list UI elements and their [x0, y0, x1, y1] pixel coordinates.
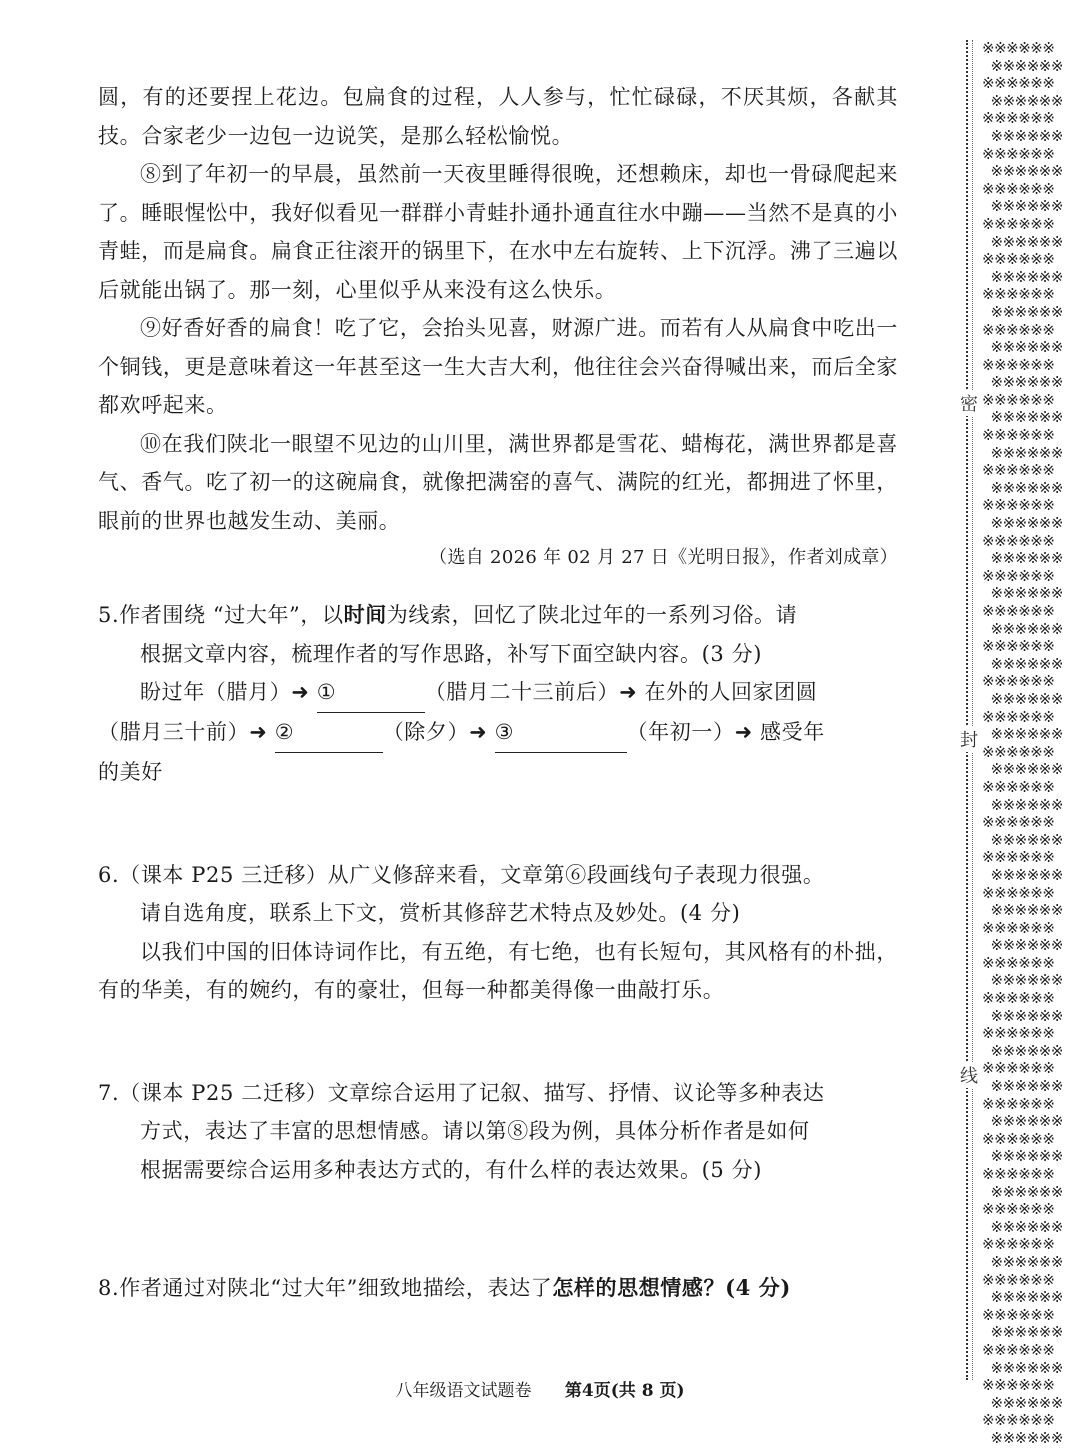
q7-line-3: 根据需要综合运用多种表达方式的，有什么样的表达效果。(5 分): [140, 1157, 763, 1182]
question-5: [98, 596, 898, 792]
question-7: [98, 1074, 898, 1190]
q7-line-1: 7.（课本 P25 二迁移）文章综合运用了记叙、描写、抒情、议论等多种表达: [98, 1080, 825, 1105]
q8-text-bold: 怎样的思想情感？(4 分): [552, 1275, 791, 1300]
binding-margin: [958, 39, 1080, 1447]
q5-flow-line-3: 的美好: [98, 759, 163, 784]
page-footer: [0, 1376, 1080, 1401]
question-6: [98, 856, 898, 1010]
seal-char-xian: 线: [958, 1062, 980, 1088]
binding-dotted-line: [966, 40, 968, 1380]
q5-flow-start: 盼过年（腊月）➜: [140, 680, 310, 704]
q5-flow-line-1: [98, 673, 898, 713]
q5-flow-2a: （腊月三十前）➜: [98, 719, 268, 744]
q5-blank-1[interactable]: ①: [317, 673, 425, 713]
q8-text: 8.作者通过对陕北“过大年”细致地描绘，表达了: [98, 1276, 553, 1300]
main-text-area: [98, 78, 898, 1308]
q5-flow-line-2: [98, 713, 898, 753]
q5-text-b: 为线索，回忆了陕北过年的一系列习俗。请: [386, 603, 798, 627]
binding-dotted-line-inner: [972, 40, 973, 1380]
q5-blank-3[interactable]: ③: [495, 713, 627, 753]
passage-paragraph-9: ⑨好香好香的扁食！吃了它，会抬头见喜，财源广进。而若有人从扁食中吃出一个铜钱，更是意味着这一年甚至这一生大吉大利，他往往会兴奋得喊出来，而后全家都欢呼起来。: [98, 316, 898, 417]
seal-char-feng: 封: [958, 726, 980, 752]
question-8: [98, 1269, 898, 1308]
seal-char-mi: 密: [958, 390, 980, 416]
passage-paragraph-7-tail: 圆，有的还要捏上花边。包扁食的过程，人人参与，忙忙碌碌，不厌其烦，各献其技。合家老少一边包一边说笑，是那么轻松愉悦。: [98, 85, 898, 148]
cross-hatch-pattern: ※※※※※※ ※※※※※※ ※※※※※※ ※※※※※※ ※※※※※※ ※※※※※※ ※※※※※※ ※※※※※※ ※※※※※※ ※※※※※※ ※※※※※※ ※※※※※※ ※※※※※※ ※※※※※※ ※※※※※※ ※※※※※※ ※※※※※※ ※※※※※※ ※※※※※※ ※※※※※※ ※※※※※※ ※※※※※※ ※※※※※※ ※※※※※※ ※※※※※※ ※※※※※※ ※※※※※※ ※※※※※※ ※※※※※※ ※※※※※※ ※※※※※※ ※※※※※※ ※※※※※※ ※※※※※※ ※※※※※※ ※※※※※※ ※※※※※※ ※※※※※※ ※※※※※※ ※※※※※※ ※※※※※※ ※※※※※※ ※※※※※※ ※※※※※※ ※※※※※※ ※※※※※※ ※※※※※※ ※※※※※※ ※※※※※※ ※※※※※※ ※※※※※※ ※※※※※※ ※※※※※※ ※※※※※※ ※※※※※※ ※※※※※※ ※※※※※※ ※※※※※※ ※※※※※※ ※※※※※※ ※※※※※※ ※※※※※※ ※※※※※※ ※※※※※※ ※※※※※※ ※※※※※※ ※※※※※※ ※※※※※※ ※※※※※※ ※※※※※※ ※※※※※※ ※※※※※※ ※※※※※※ ※※※※※※ ※※※※※※ ※※※※※※ ※※※※※※ ※※※※※※ ※※※※※※ ※※※※※※: [982, 39, 1063, 1447]
q7-line-2: 方式，表达了丰富的思想情感。请以第⑧段为例，具体分析作者是如何: [140, 1119, 810, 1143]
q6-quoted-sentence: 以我们中国的旧体诗词作比，有五绝，有七绝，也有长短句，其风格有的朴拙，有的华美，有的婉约，有的豪壮，但每一种都美得像一曲敲打乐。: [98, 939, 898, 1002]
q5-clue-keyword: 时间: [343, 602, 387, 627]
footer-page-number: 第4页(共 8 页): [564, 1381, 685, 1401]
passage-paragraph-8: ⑧到了年初一的早晨，虽然前一天夜里睡得很晚，还想赖床，却也一骨碌爬起来了。睡眼惺忪中，我好似看见一群群小青蛙扑通扑通直往水中蹦——当然不是真的小青蛙，而是扁食。扁食正往滚开的锅里下，在水中左右旋转、上下沉浮。沸了三遍以后就能出锅了。那一刻，心里似乎从来没有这么快乐。: [98, 162, 898, 302]
q5-blank-2[interactable]: ②: [275, 713, 383, 753]
q5-instruction: 根据文章内容，梳理作者的写作思路，补写下面空缺内容。(3 分): [140, 641, 763, 666]
q5-flow-2c: （年初一）➜ 感受年: [626, 719, 825, 744]
footer-exam-title: 八年级语文试题卷: [395, 1381, 532, 1401]
passage-paragraph-10: ⑩在我们陕北一眼望不见边的山川里，满世界都是雪花、蜡梅花，满世界都是喜气、香气。吃了初一的这碗扁食，就像把满窑的喜气、满院的红光，都拥进了怀里，眼前的世界也越发生动、美丽。: [98, 431, 898, 533]
q5-flow-mid: （腊月二十三前后）➜ 在外的人回家团圆: [424, 680, 818, 704]
q6-prompt: 6.（课本 P25 三迁移）从广义修辞来看，文章第⑥段画线句子表现力很强。: [98, 862, 825, 887]
q6-instruction: 请自选角度，联系上下文，赏析其修辞艺术特点及妙处。(4 分): [140, 901, 741, 925]
passage-source: （选自 2026 年 02 月 27 日《光明日报》，作者刘成章）: [429, 547, 898, 568]
q5-flow-2b: （除夕）➜: [382, 719, 488, 744]
q5-text-a: 5.作者围绕 “过大年”，以: [98, 603, 344, 627]
